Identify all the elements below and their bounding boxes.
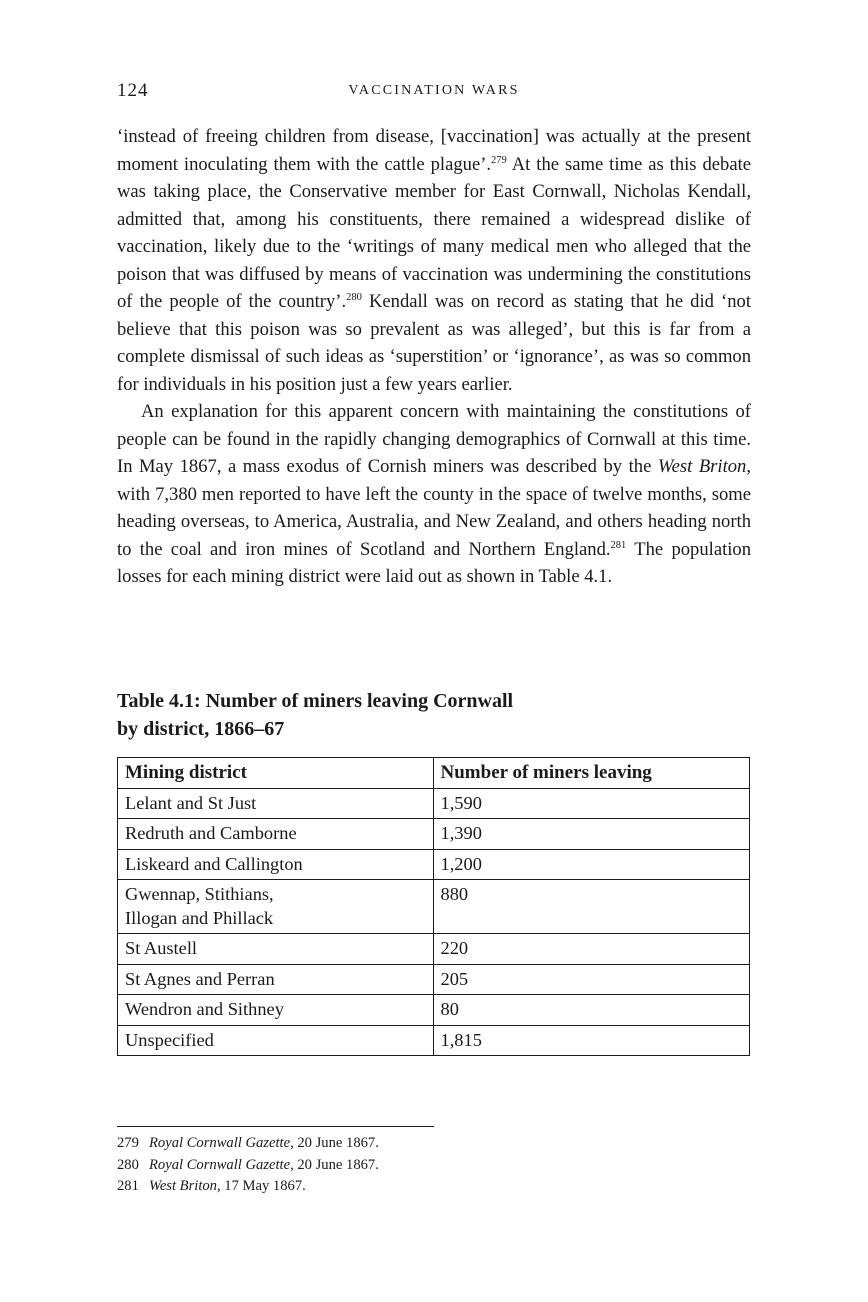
footnote-ref[interactable]: 279 [491, 154, 507, 166]
page-header [117, 80, 751, 104]
table-cell: 1,200 [433, 849, 749, 880]
footnote [117, 1133, 751, 1155]
italic-title: West Briton [657, 456, 747, 477]
text-run: At the same time as this debate was taking place, the Conservative member for East Cornwall, Nicholas Kendall, admitted that, among his constituents, there remained a widespread dislike of vaccination, likely due to the ‘writings of many medical men who alleged that the poison that was diffused by means of vaccination was undermining the constitutions of the people of the country’. [117, 153, 752, 312]
caption-line: Table 4.1: Number of miners leaving Cornwall [117, 690, 514, 712]
column-header: Mining district [118, 758, 434, 789]
footnote-number: 280 [117, 1156, 139, 1173]
table-cell: 80 [433, 995, 749, 1026]
footnote-ref[interactable]: 280 [346, 292, 362, 303]
footnote-divider [117, 1126, 434, 1127]
footnotes [117, 1133, 751, 1198]
footnote-number: 279 [117, 1135, 139, 1151]
text-run: ‘instead of freeing children from disease, [vaccination] was actually at the present moment inoculating them with the cattle plague’. [117, 126, 751, 175]
table-row [118, 788, 750, 819]
table-cell: 1,590 [433, 788, 749, 819]
footnote-ref[interactable]: 281 [610, 539, 627, 551]
cell-line: Gwennap, Stithians, [125, 884, 274, 904]
page-number: 124 [117, 80, 149, 101]
table-cell: Wendron and Sithney [118, 995, 434, 1026]
table-row [118, 1025, 750, 1056]
table-cell: Redruth and Camborne [118, 819, 434, 850]
table-caption [117, 687, 637, 743]
table-row [118, 880, 750, 934]
table-cell: Unspecified [118, 1025, 434, 1056]
footnote [117, 1176, 751, 1198]
miners-table [117, 757, 750, 1056]
table-row [118, 934, 750, 965]
footnote [117, 1155, 751, 1177]
footnote-text: , 20 June 1867. [290, 1156, 379, 1173]
table-cell: 1,390 [433, 819, 749, 850]
table-cell [118, 880, 434, 934]
text-run: The population losses for each mining district were laid out as shown in Table 4.1. [117, 538, 751, 587]
table-cell: St Austell [118, 934, 434, 965]
table-cell: 880 [433, 880, 749, 934]
caption-line: by district, 1866–67 [117, 718, 285, 740]
footnote-source: West Briton [149, 1178, 217, 1194]
text-run: , with 7,380 men reported to have left the county in the space of twelve months, some heading overseas, to America, Australia, and New Zealand, and others heading north to the coal and iron mines of Scotland and Northern England. [117, 456, 752, 560]
footnote-source: Royal Cornwall Gazette [149, 1135, 291, 1151]
table-row [118, 849, 750, 880]
footnote-number: 281 [117, 1178, 139, 1194]
footnote-source: Royal Cornwall Gazette [149, 1156, 291, 1173]
running-title: VACCINATION WARS [348, 83, 520, 98]
table-cell: 205 [433, 964, 749, 995]
text-run: An explanation for this apparent concern with maintaining the constitutions of people can be found in the rapidly changing demographics of Cornwall at this time. In May 1867, a mass exodus of Cornish miners was described by the [117, 401, 751, 477]
table-header-row [118, 758, 750, 789]
cell-line: Illogan and Phillack [125, 907, 274, 928]
table-cell: Liskeard and Callington [118, 849, 434, 880]
table-row [118, 964, 750, 995]
table-row [118, 995, 750, 1026]
table-cell: 220 [433, 934, 749, 965]
table-cell: 1,815 [433, 1025, 749, 1056]
table-cell: Lelant and St Just [118, 788, 434, 819]
text-run: Kendall was on record as stating that he did ‘not believe that this poison was so prevalent as was alleged’, but this is far from a complete dismissal of such ideas as ‘superstition’ or ‘ignorance’, as was so common for individuals in his position just a few years earlier. [117, 291, 751, 395]
footnote-text: , 17 May 1867. [216, 1178, 306, 1194]
column-header: Number of miners leaving [433, 758, 749, 789]
body-text [117, 123, 751, 591]
paragraph-1 [117, 123, 751, 398]
paragraph-2 [117, 398, 751, 591]
footnote-text: , 20 June 1867. [290, 1135, 379, 1151]
table-row [118, 819, 750, 850]
table-cell: St Agnes and Perran [118, 964, 434, 995]
